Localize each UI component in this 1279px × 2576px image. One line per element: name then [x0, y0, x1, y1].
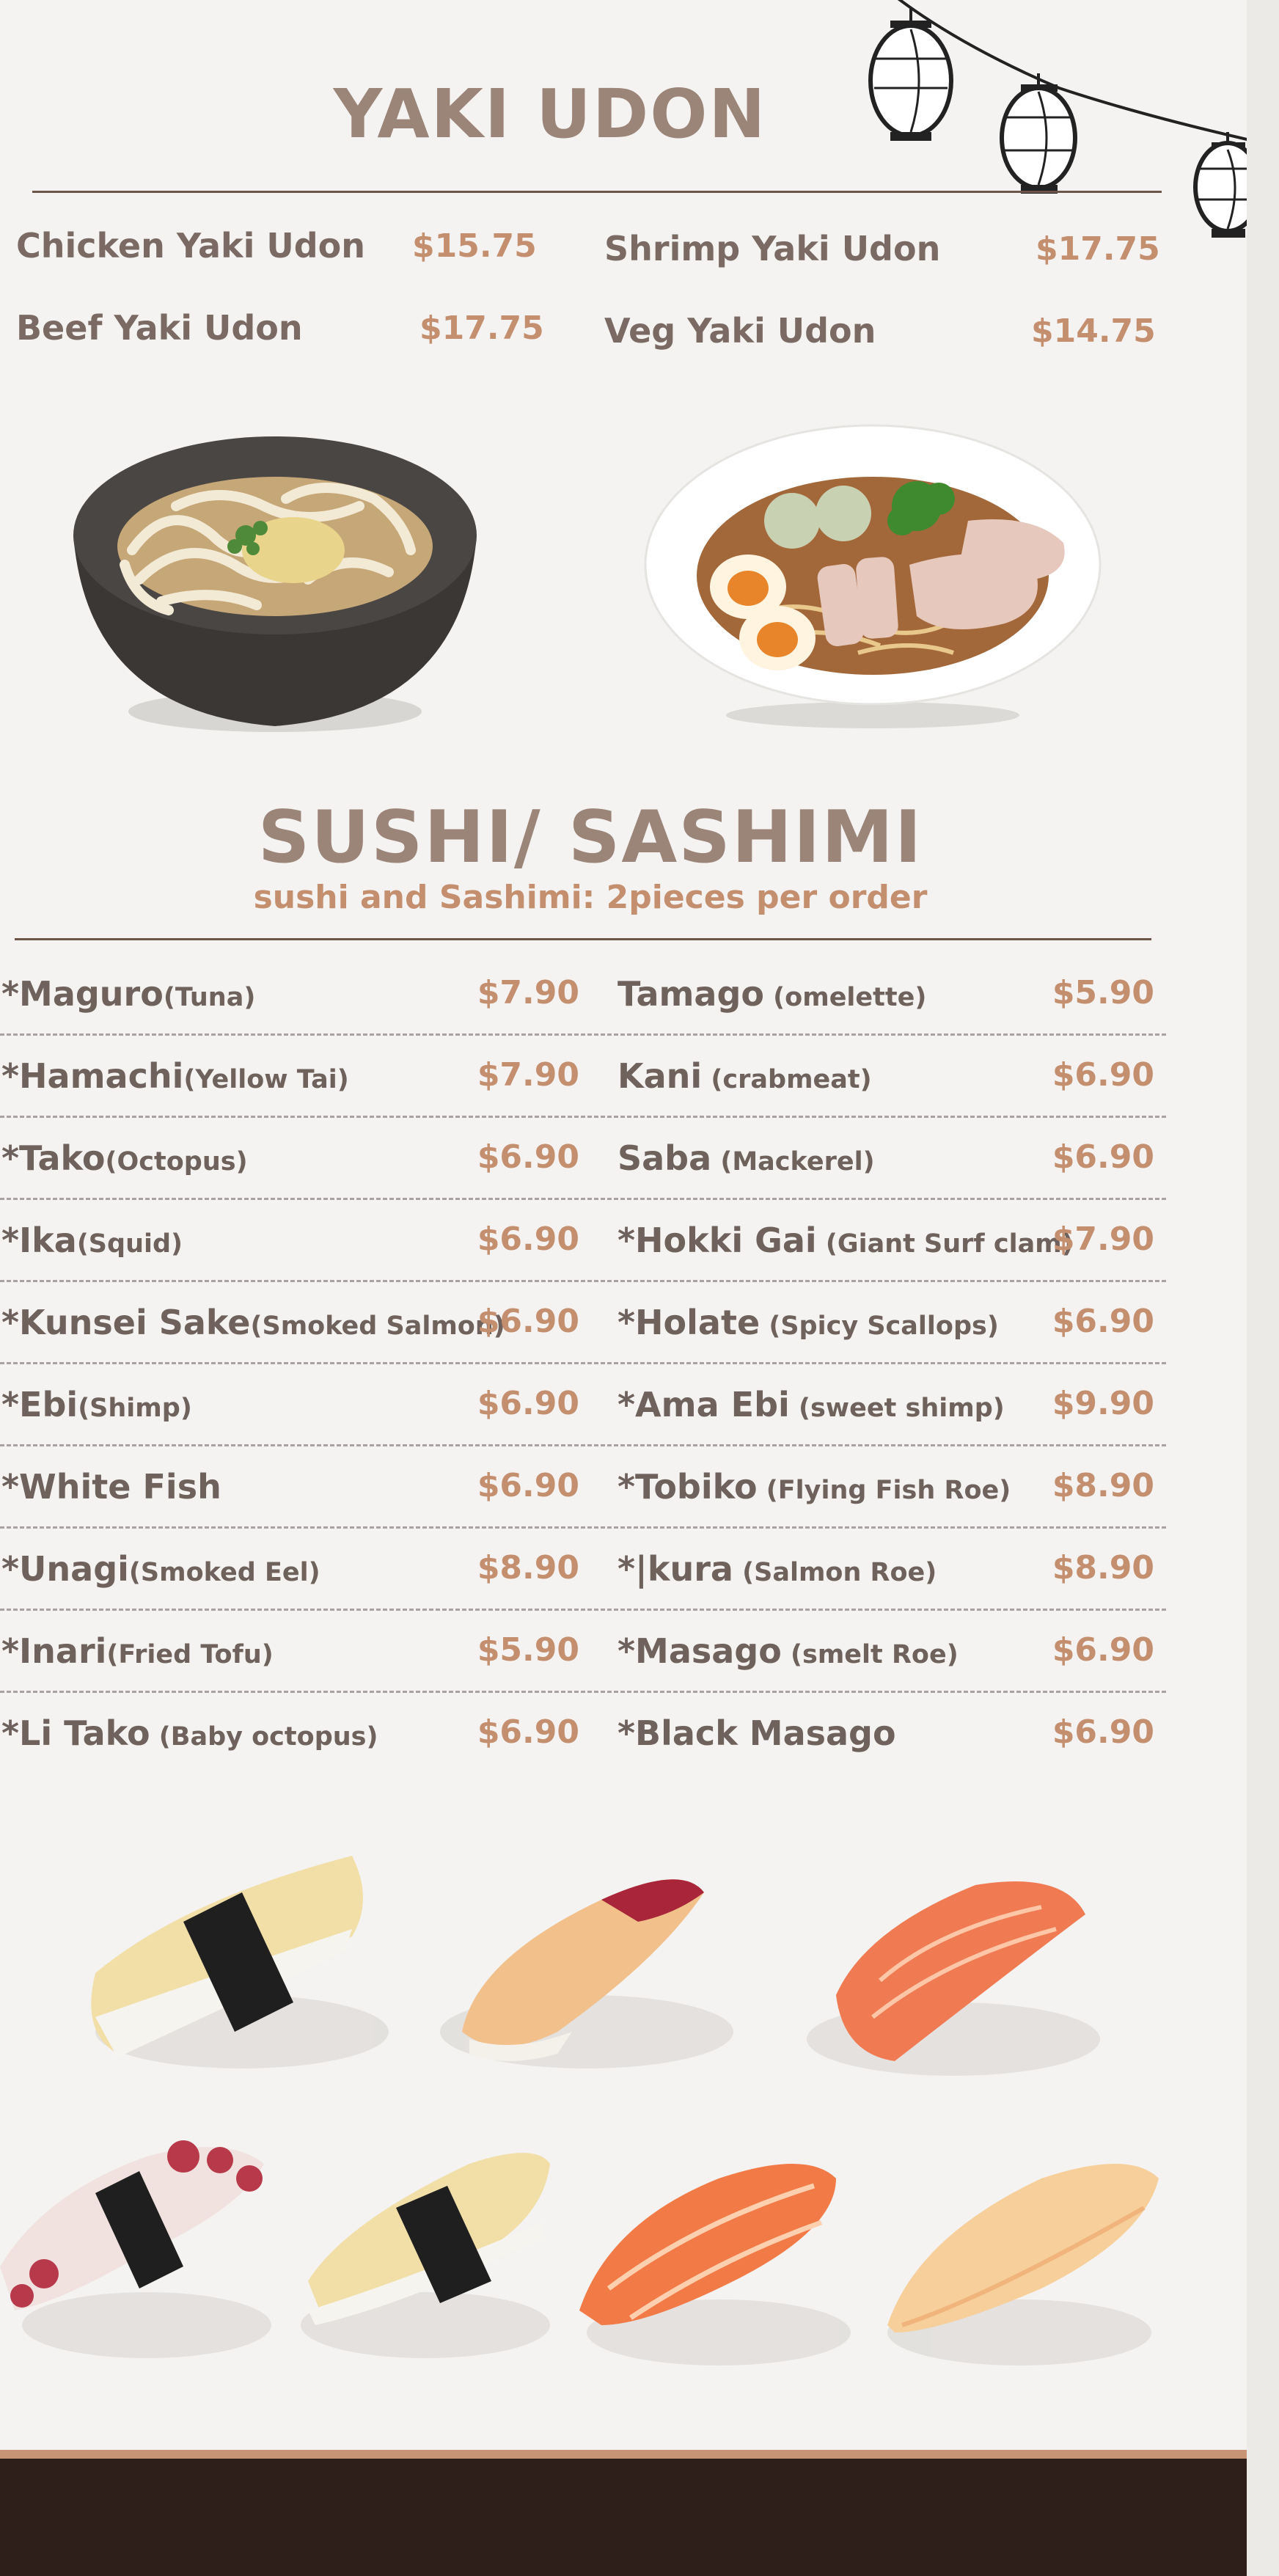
item-price: $5.90	[1052, 974, 1154, 1011]
sushi-price-list	[0, 954, 1166, 1775]
item-price: $6.90	[477, 1385, 579, 1422]
item-name: *|kura (Salmon Roe)	[617, 1549, 937, 1589]
item-price: $6.90	[477, 1467, 579, 1504]
divider	[15, 938, 1151, 940]
item-name: *Li Tako (Baby octopus)	[1, 1713, 378, 1753]
list-item	[0, 954, 1166, 1036]
list-item	[0, 1611, 1166, 1693]
sushi-subtitle: sushi and Sashimi: 2pieces per order	[253, 879, 928, 916]
item-price: $5.90	[477, 1631, 579, 1669]
tako-sushi-image	[0, 2140, 264, 2310]
sushi-sashimi-title: SUSHI/ SASHIMI	[257, 796, 923, 879]
item-price: $7.90	[1052, 1221, 1154, 1258]
udon-bowl-image	[66, 418, 484, 741]
item-name: *Ama Ebi (sweet shimp)	[617, 1385, 1005, 1424]
item-name: *Black Masago	[617, 1713, 896, 1753]
item-price: $6.90	[477, 1221, 579, 1258]
item-name: Kani (crabmeat)	[617, 1056, 872, 1096]
list-item	[0, 1036, 1166, 1118]
item-price: $8.90	[1052, 1467, 1154, 1504]
item-name: *Unagi(Smoked Eel)	[1, 1549, 320, 1589]
ramen-bowl-image	[638, 418, 1107, 733]
item-price: $6.90	[1052, 1138, 1154, 1176]
item-name: *Kunsei Sake(Smoked Salmon)	[1, 1303, 505, 1342]
udon-item-price: $17.75	[1036, 230, 1160, 268]
footer-band	[0, 2459, 1247, 2576]
list-item	[0, 1282, 1166, 1364]
item-name: Tamago (omelette)	[617, 974, 927, 1014]
list-item	[0, 1364, 1166, 1446]
list-item	[0, 1446, 1166, 1529]
divider	[32, 191, 1162, 193]
item-name: *Tobiko (Flying Fish Roe)	[617, 1467, 1011, 1507]
sushi-image	[0, 1812, 1279, 2398]
item-name: *Holate (Spicy Scallops)	[617, 1303, 999, 1342]
list-item	[0, 1118, 1166, 1200]
item-name: *Tako(Octopus)	[1, 1138, 248, 1178]
item-price: $7.90	[477, 1056, 579, 1094]
yaki-udon-title: YAKI UDON	[333, 75, 767, 153]
list-item	[0, 1200, 1166, 1282]
item-price: $6.90	[1052, 1631, 1154, 1669]
item-price: $6.90	[477, 1138, 579, 1176]
item-name: *Maguro(Tuna)	[1, 974, 256, 1014]
udon-item-price: $14.75	[1031, 312, 1156, 350]
item-name: *White Fish	[1, 1467, 221, 1507]
item-price: $7.90	[477, 974, 579, 1011]
item-price: $6.90	[477, 1713, 579, 1751]
item-name: *Hamachi(Yellow Tai)	[1, 1056, 349, 1096]
item-name: *Ebi(Shimp)	[1, 1385, 192, 1424]
udon-item-name: Veg Yaki Udon	[604, 311, 876, 351]
udon-item-name: Chicken Yaki Udon	[16, 226, 365, 266]
udon-item-price: $17.75	[419, 310, 544, 347]
item-name: *Ika(Squid)	[1, 1221, 183, 1260]
footer-stripe	[0, 2450, 1247, 2459]
item-price: $8.90	[1052, 1549, 1154, 1587]
list-item	[0, 1529, 1166, 1611]
udon-item-name: Beef Yaki Udon	[16, 308, 303, 348]
item-price: $6.90	[1052, 1713, 1154, 1751]
item-name: *Masago (smelt Roe)	[617, 1631, 959, 1671]
item-price: $8.90	[477, 1549, 579, 1587]
item-name: *Inari(Fried Tofu)	[1, 1631, 274, 1671]
page-edge	[1247, 0, 1279, 2576]
udon-item-price: $15.75	[412, 227, 537, 265]
item-price: $9.90	[1052, 1385, 1154, 1422]
item-price: $6.90	[1052, 1303, 1154, 1340]
item-name: *Hokki Gai (Giant Surf clam)	[617, 1221, 1074, 1260]
item-price: $6.90	[1052, 1056, 1154, 1094]
list-item	[0, 1693, 1166, 1775]
item-name: Saba (Mackerel)	[617, 1138, 875, 1178]
item-price: $6.90	[477, 1303, 579, 1340]
udon-item-name: Shrimp Yaki Udon	[604, 229, 941, 268]
